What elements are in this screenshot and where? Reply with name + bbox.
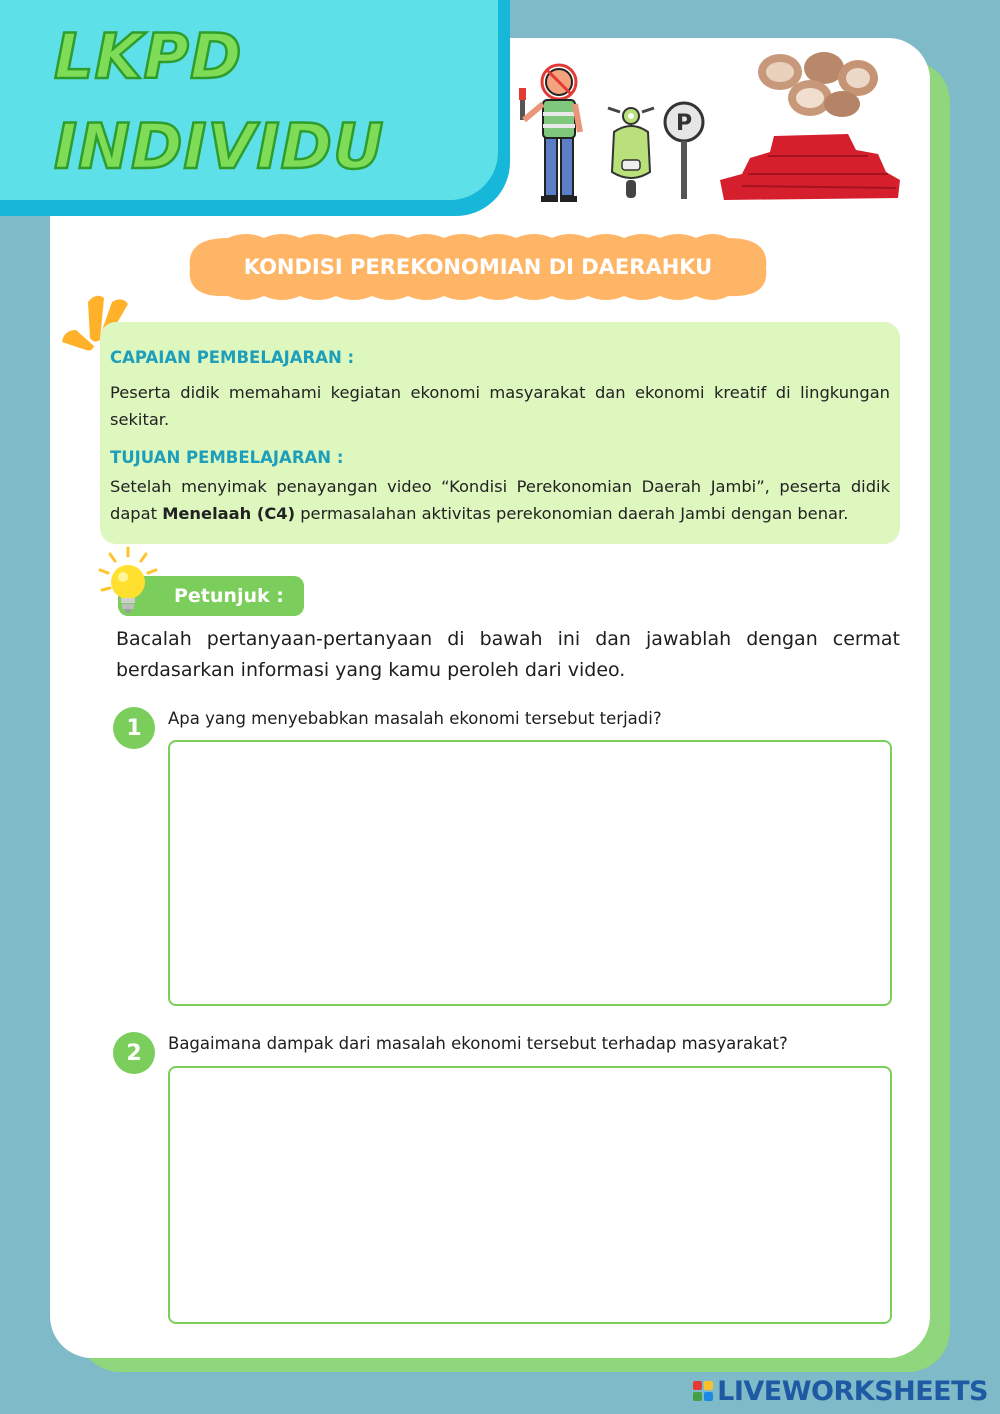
subject-banner	[188, 232, 768, 302]
question-1-answer[interactable]	[168, 740, 892, 1006]
title-tab	[0, 0, 510, 216]
objective-heading: TUJUAN PEMBELAJARAN :	[110, 448, 344, 467]
title-line-2: INDIVIDU	[54, 110, 385, 183]
outcome-heading: CAPAIAN PEMBELAJARAN :	[110, 348, 355, 367]
logo-square-green	[693, 1392, 702, 1401]
logo-square-red	[693, 1381, 702, 1390]
instructions-text: Bacalah pertanyaan-pertanyaan di bawah ini dan jawablah dengan cermat berdasarkan informasi yang kamu peroleh dari video.	[116, 628, 900, 681]
title-line-1: LKPD	[54, 20, 243, 93]
question-1-number: 1	[113, 707, 155, 749]
scooter-icon	[602, 98, 660, 202]
question-2-number: 2	[113, 1032, 155, 1074]
watermark-text: LIVEWORKSHEETS	[717, 1375, 988, 1407]
question-2-text: Bagaimana dampak dari masalah ekonomi tersebut terhadap masyarakat?	[168, 1034, 788, 1053]
parking-sign-icon	[662, 100, 706, 202]
liveworksheets-watermark	[693, 1376, 988, 1406]
learning-goals-box	[100, 322, 900, 544]
title-tab-inner	[0, 0, 498, 200]
areca-nut-image	[754, 50, 880, 118]
objective-text-end: permasalahan aktivitas perekonomian daerah Jambi dengan benar.	[295, 504, 849, 523]
objective-text	[110, 473, 890, 527]
svg-text:P: P	[675, 111, 693, 136]
instructions-label: Petunjuk :	[174, 585, 284, 607]
parking-attendant-icon	[514, 62, 600, 206]
outcome-text: Peserta didik memahami kegiatan ekonomi masyarakat dan ekonomi kreatif di lingkungan sekitar.	[110, 383, 890, 429]
red-cloth-image	[718, 130, 902, 202]
logo-square-blue	[704, 1392, 713, 1401]
lightbulb-icon	[98, 546, 164, 616]
subject-title: KONDISI PEREKONOMIAN DI DAERAHKU	[243, 255, 713, 279]
question-2-answer[interactable]	[168, 1066, 892, 1324]
objective-text-bold: Menelaah (C4)	[162, 504, 296, 523]
question-1-text: Apa yang menyebabkan masalah ekonomi tersebut terjadi?	[168, 709, 662, 728]
liveworksheets-logo-icon	[693, 1381, 713, 1401]
objective-text-start: Setelah menyimak penayangan video “Kondisi Perekonomian Daerah Jambi”, peserta didik dapat	[110, 477, 890, 523]
logo-square-yellow	[704, 1381, 713, 1390]
